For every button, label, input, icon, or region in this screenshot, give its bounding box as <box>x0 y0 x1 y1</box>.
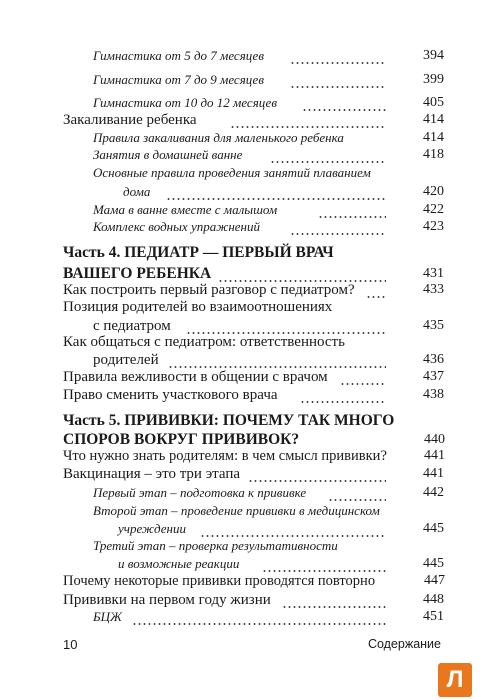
toc-entry-page: 405 <box>423 95 444 110</box>
publisher-logo <box>438 663 472 697</box>
toc-entry-page: 420 <box>423 184 444 199</box>
toc-entry-title: Правила вежливости в общении с врачом <box>63 369 328 385</box>
leader-dots <box>302 109 386 111</box>
toc-entry-title: Как построить первый разговор с педиатром? <box>63 282 355 298</box>
toc-entry-page: 442 <box>423 485 444 500</box>
toc-entry-page: 431 <box>423 266 444 281</box>
toc-entry-title: БЦЖ <box>93 609 122 624</box>
toc-part-heading: Часть 5. ПРИВИВКИ: ПОЧЕМУ ТАК МНОГО <box>63 412 395 429</box>
leader-dots <box>248 480 386 482</box>
toc-entry-title: Почему некоторые прививки проводятся повторно <box>63 573 376 589</box>
toc-entry-page: 445 <box>423 556 444 571</box>
toc-entry-page: 414 <box>423 130 444 145</box>
toc-entry-title: Гимнастика от 10 до 12 месяцев <box>93 95 277 110</box>
leader-dots <box>290 233 386 235</box>
toc-entry-page: 441 <box>424 448 445 463</box>
toc-entry-page: 445 <box>423 521 444 536</box>
logo-letter: Л <box>446 666 464 693</box>
toc-entry-page: 436 <box>423 352 444 367</box>
toc-entry-title: Первый этап – подготовка к прививке <box>93 485 307 500</box>
toc-entry-page: 447 <box>424 573 445 588</box>
leader-dots <box>340 383 386 385</box>
toc-part-heading-continued: СПОРОВ ВОКРУГ ПРИВИВОК? <box>63 431 300 448</box>
leader-dots <box>168 366 386 368</box>
toc-entry-page: 438 <box>423 387 444 402</box>
leader-dots <box>300 401 386 403</box>
leader-dots <box>166 198 386 200</box>
toc-entry-page: 451 <box>423 609 444 624</box>
page-number: 10 <box>63 637 78 652</box>
toc-entry-page: 441 <box>423 466 444 481</box>
toc-part-heading-continued: ВАШЕГО РЕБЕНКА <box>63 265 212 282</box>
toc-entry-title: Прививки на первом году жизни <box>63 592 271 608</box>
leader-dots <box>262 570 386 572</box>
toc-entry-page: 394 <box>423 48 444 63</box>
toc-entry-title: Гимнастика от 7 до 9 месяцев <box>93 72 264 87</box>
toc-entry-page: 435 <box>423 318 444 333</box>
toc-entry-title-continued: родителей <box>93 352 159 368</box>
leader-dots <box>366 296 386 298</box>
leader-dots <box>290 86 386 88</box>
leader-dots <box>328 499 386 501</box>
leader-dots <box>282 606 386 608</box>
toc-entry-title-continued: и возможные реакции <box>118 556 240 571</box>
leader-dots <box>132 623 386 625</box>
toc-entry-title-continued: дома <box>123 184 151 199</box>
toc-entry-title: Занятия в домашней ванне <box>93 147 243 162</box>
toc-entry-page: 418 <box>423 147 444 162</box>
toc-entry-title: Вакцинация – это три этапа <box>63 466 241 482</box>
leader-dots <box>290 62 386 64</box>
toc-entry-page: 414 <box>423 112 444 127</box>
toc-entry-title-continued: с педиатром <box>93 318 171 334</box>
toc-entry-title: Третий этап – проверка результативности <box>93 538 338 553</box>
toc-entry-title: Мама в ванне вместе с малышом <box>93 202 278 217</box>
toc-entry-page: 399 <box>423 72 444 87</box>
toc-entry-title: Правила закаливания для маленького ребенка <box>93 130 344 145</box>
toc-entry-title: Право сменить участкового врача <box>63 387 278 403</box>
toc-part-heading: Часть 4. ПЕДИАТР — ПЕРВЫЙ ВРАЧ <box>63 244 334 261</box>
leader-dots <box>318 216 386 218</box>
toc-entry-title: Что нужно знать родителям: в чем смысл прививки? <box>63 448 387 464</box>
toc-entry-page: 448 <box>423 592 444 607</box>
toc-entry-page: 423 <box>423 219 444 234</box>
toc-entry-page: 433 <box>423 282 444 297</box>
toc-entry-title: Гимнастика от 5 до 7 месяцев <box>93 48 264 63</box>
toc-entry-page: 437 <box>423 369 444 384</box>
leader-dots <box>230 126 386 128</box>
toc-entry-title: Второй этап – проведение прививки в медицинском <box>93 503 380 518</box>
toc-entry-page: 422 <box>423 202 444 217</box>
running-footer-title: Содержание <box>367 637 441 651</box>
toc-entry-title: Основные правила проведения занятий плаванием <box>93 165 371 180</box>
toc-entry-title: Как общаться с педиатром: ответственность <box>63 334 345 350</box>
toc-entry-title: Комплекс водных упражнений <box>93 219 260 234</box>
toc-entry-title: Позиция родителей во взаимоотношениях <box>63 299 333 315</box>
toc-entry-title: Закаливание ребенка <box>63 112 197 128</box>
leader-dots <box>270 161 386 163</box>
leader-dots <box>200 535 386 537</box>
toc-entry-page: 440 <box>424 432 445 447</box>
toc-entry-title-continued: учреждении <box>118 521 186 536</box>
